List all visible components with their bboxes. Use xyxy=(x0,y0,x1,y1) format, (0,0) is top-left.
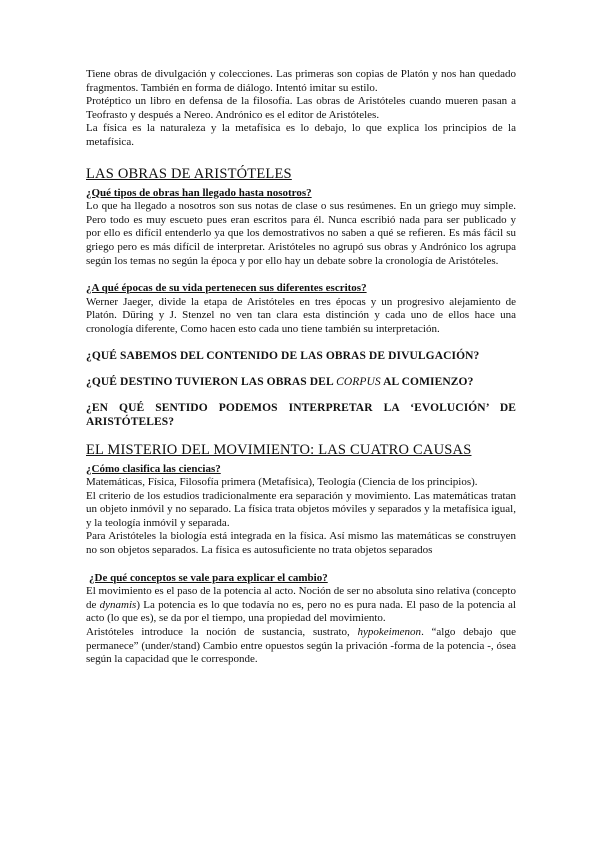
cambio-p1-part3: ) La potencia es lo que todavía no es, pero no es pura nada. El paso de la potencia al acto (lo que es), se da por el tiempo, una propiedad del movimiento. xyxy=(86,598,516,625)
ciencias-paragraph-2: El criterio de los estudios tradicionalmente era separación y movimiento. Las matemáticas tratan un objeto inmóvil y no separado. La física trata objetos móviles y separados y la metafísica igual, y la teología inmóvil y separada. xyxy=(86,489,516,529)
question-clasifica-ciencias: ¿Cómo clasifica las ciencias? xyxy=(86,462,221,475)
question-conceptos-cambio: ¿De qué conceptos se vale para explicar el cambio? xyxy=(89,571,328,584)
heading-contenido-divulgacion: ¿QUÉ SABEMOS DEL CONTENIDO DE LAS OBRAS DE DIVULGACIÓN? xyxy=(86,349,480,362)
cambio-p1-part1: El movimiento es el paso de la potencia al acto. Noción de ser no absoluta sino relativa (concepto de xyxy=(86,585,516,611)
answer-epocas: Werner Jaeger, divide la etapa de Aristóteles en tres épocas y un progresivo alejamiento de Platón. Düring y J. Stenzel no ven tan clara esta distinción y cada uno de ellos hace una cronología diferente, Como hacen esto cada uno tiene también su interpretación. xyxy=(86,295,516,335)
ciencias-paragraph-3: Para Aristóteles la biología está integrada en la física. Así mismo las matemáticas se construyen no son objetos separados. La física es autosuficiente no trata objetos separados xyxy=(86,530,516,557)
section-title-movimiento: EL MISTERIO DEL MOVIMIENTO: LAS CUATRO CAUSAS xyxy=(86,441,472,458)
heading-destino-part3: AL COMIENZO? xyxy=(380,375,474,388)
cambio-paragraph-2 xyxy=(86,626,516,667)
question-epocas: ¿A qué épocas de su vida pertenecen sus diferentes escritos? xyxy=(86,282,367,295)
heading-destino-part1: ¿QUÉ DESTINO TUVIERON LAS OBRAS DEL xyxy=(86,375,337,388)
cambio-p2-part3: . “algo debajo que permanece” (under/stand) Cambio entre opuestos según la privación -forma de la potencia -, ósea según la capacidad que le corresponde. xyxy=(86,626,516,666)
document-page xyxy=(86,68,516,667)
cambio-p1-dynamis: dynamis xyxy=(99,598,137,611)
answer-tipos-obras: Lo que ha llegado a nosotros son sus notas de clase o sus resúmenes. En un griego muy simple. Pero todo es muy escueto pues eran escritos para él. Nunca escribió nada para ser publicado y por ello es difícil entenderlo ya que los demostrativos no saben a qué se refieren. Es más fácil su griego pero es más difícil de interpretar. Aristóteles no agrupó sus obras y Andrónico los agrupa según los temas no según la época y por ello hay un debate sobre la cronología de Aristóteles. xyxy=(86,200,516,267)
section-title-obras: LAS OBRAS DE ARISTÓTELES xyxy=(86,165,292,182)
cambio-p2-part1: Aristóteles introduce la noción de sustancia, sustrato, xyxy=(86,626,358,639)
ciencias-paragraph-1: Matemáticas, Física, Filosofía primera (Metafísica), Teología (Ciencia de los principios). xyxy=(86,476,478,489)
cambio-paragraph-1 xyxy=(86,585,516,626)
cambio-p2-hypokeimenon: hypokeimenon xyxy=(357,626,422,639)
heading-destino-corpus-word: CORPUS xyxy=(336,375,381,388)
question-tipos-obras: ¿Qué tipos de obras han llegado hasta nosotros? xyxy=(86,186,312,199)
intro-paragraph-3: La física es la naturaleza y la metafísica es lo debajo, lo que explica los principios de la metafísica. xyxy=(86,122,516,148)
heading-evolucion: ¿EN QUÉ SENTIDO PODEMOS INTERPRETAR LA ‘EVOLUCIÓN’ DE ARISTÓTELES? xyxy=(86,401,516,428)
intro-paragraph-2: Protéptico un libro en defensa de la filosofía. Las obras de Aristóteles cuando mueren pasan a Teofrasto y después a Nereo. Andrónico es el editor de Aristóteles. xyxy=(86,95,516,121)
heading-destino-corpus xyxy=(86,375,516,389)
intro-paragraph-1: Tiene obras de divulgación y colecciones. Las primeras son copias de Platón y nos han quedado fragmentos. También en forma de diálogo. Intentó imitar su estilo. xyxy=(86,68,516,94)
